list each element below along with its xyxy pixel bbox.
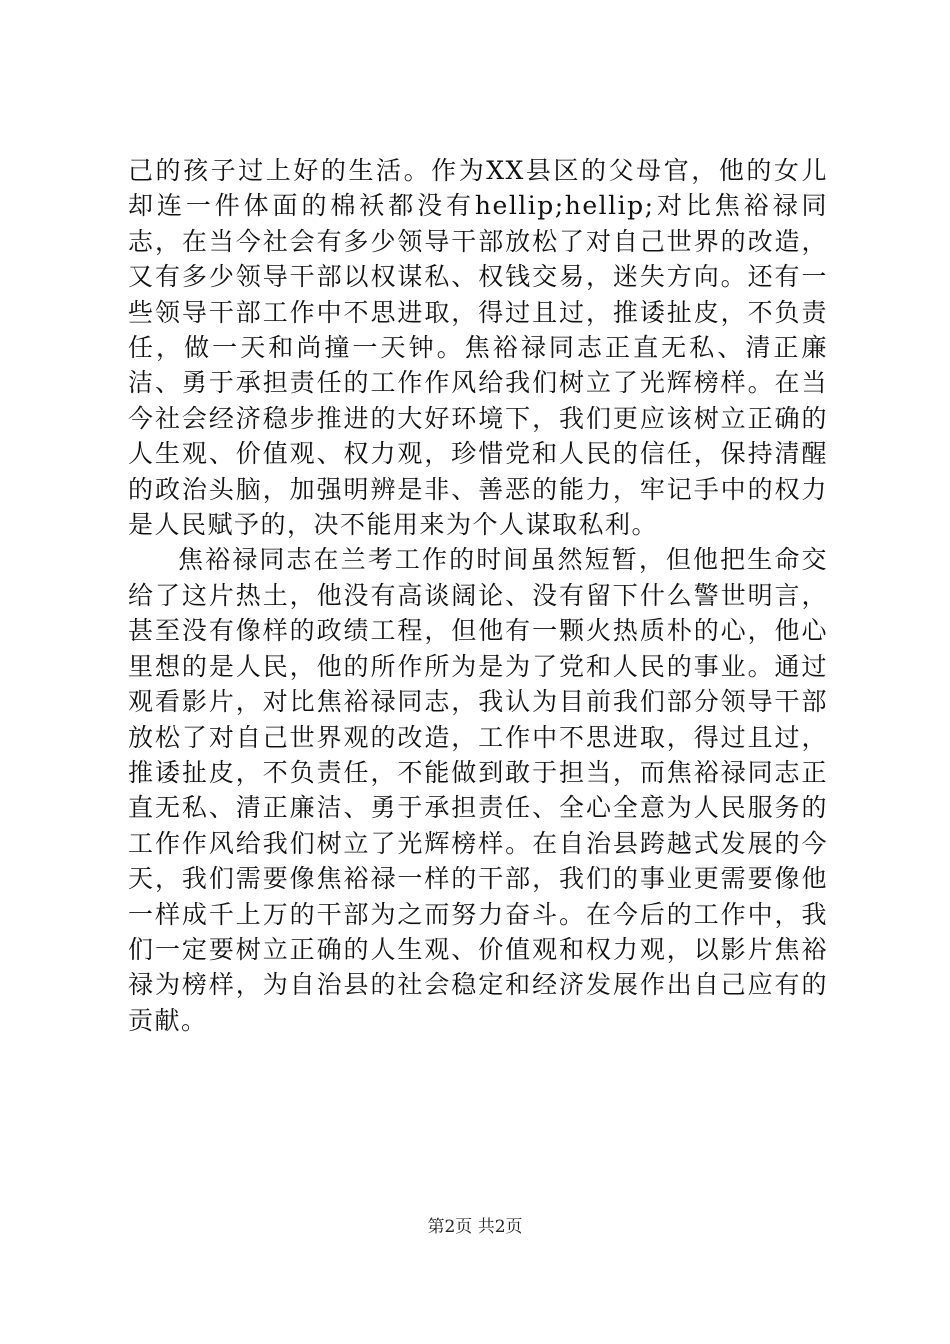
paragraph-continued: 己的孩子过上好的生活。作为XX县区的父母官，他的女儿却连一件体面的棉袄都没有hellip;hellip;对比焦裕禄同志，在当今社会有多少领导干部放松了对自己世界的改造，又有多少领导干部以权谋私、权钱交易，迷失方向。还有一些领导干部工作中不思进取，得过且过，推诿扯皮，不负责任，做一天和尚撞一天钟。焦裕禄同志正直无私、清正廉洁、勇于承担责任的工作作风给我们树立了光辉榜样。在当今社会经济稳步推进的大好环境下，我们更应该树立正确的人生观、价值观、权力观，珍惜党和人民的信任，保持清醒的政治头脑，加强明辨是非、善恶的能力，牢记手中的权力是人民赋予的，决不能用来为个人谋取私利。 — [128, 156, 828, 540]
document-body — [128, 153, 828, 1038]
page-number-footer: 第2页 共2页 — [427, 1217, 523, 1237]
paragraph-jiao-yulu: 焦裕禄同志在兰考工作的时间虽然短暂，但他把生命交给了这片热土，他没有高谈阔论、没有留下什么警世明言，甚至没有像样的政绩工程，但他有一颗火热质朴的心，他心里想的是人民，他的所作所为是为了党和人民的事业。通过观看影片，对比焦裕禄同志，我认为目前我们部分领导干部放松了对自己世界观的改造，工作中不思进取，得过且过，推诿扯皮，不负责任，不能做到敢于担当，而焦裕禄同志正直无私、清正廉洁、勇于承担责任、全心全意为人民服务的工作作风给我们树立了光辉榜样。在自治县跨越式发展的今天，我们需要像焦裕禄一样的干部，我们的事业更需要像他一样成千上万的干部为之而努力奋斗。在今后的工作中，我们一定要树立正确的人生观、价值观和权力观，以影片焦裕禄为榜样，为自治县的社会稳定和经济发展作出自己应有的贡献。 — [128, 545, 828, 1035]
